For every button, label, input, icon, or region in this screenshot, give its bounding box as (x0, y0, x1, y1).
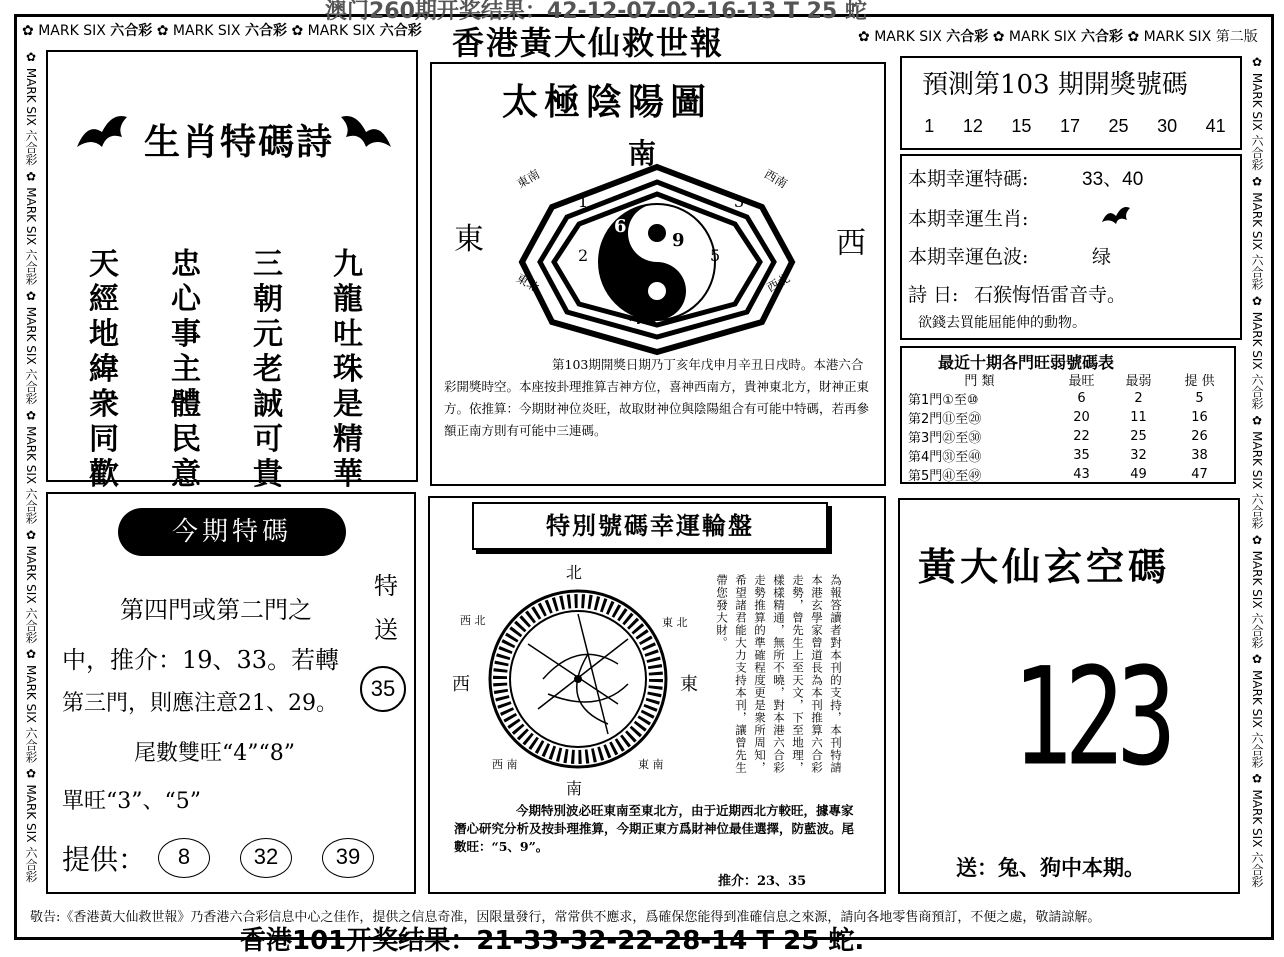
flower-icon: ✿ (156, 23, 169, 39)
gate-table-panel (900, 346, 1236, 484)
table-row: 第1門①至⑩ 6 2 5 (908, 391, 1204, 408)
lucky-special-value: 33、40 (1082, 169, 1144, 190)
wheel-bottom-text: 今期特別波必旺東南至東北方，由于近期西北方較旺，據專家潛心研究分析及按卦理推算，今期正東方爲財神位最佳選擇，防藍波。尾數旺：“5、9”。 (454, 803, 855, 854)
table-row: 第5門㊶至㊾ 43 49 47 (908, 467, 1208, 484)
mystic-gift: 送：兔、狗中本期。 (956, 855, 1145, 880)
prediction-title: 預測第103 期開獎號碼 (922, 70, 1188, 100)
lucky-wheel (468, 584, 688, 774)
brand-band-left: ✿ MARK SIX 六合彩 ✿ MARK SIX 六合彩 ✿ MARK SIX 六合彩 ✿ MARK SIX 六合彩 ✿ MARK SIX 六合彩 ✿ MARK SIX 六合彩 ✿ MARK SIX 六合彩 (24, 50, 38, 883)
poem-column-1: 天 經 地 緯 衆 同 歡 (89, 247, 119, 492)
poem-panel (46, 50, 418, 492)
flower-icon: ✿ (858, 29, 870, 45)
special-line-1: 第四門或第二門之 (120, 596, 312, 624)
table-row: 第2門⑪至⑳ 20 11 16 (908, 410, 1208, 427)
provide-number: 39 (322, 838, 374, 878)
special-line-2: 中，推介：19、33。若轉 (62, 646, 340, 674)
bagua-number: 2 (578, 246, 589, 265)
mystic-code-panel (898, 498, 1240, 894)
direction-north: 北 (628, 295, 657, 328)
prediction-number: 30 (1157, 116, 1178, 136)
table-row: 第3門㉑至㉚ 22 25 26 (908, 429, 1208, 446)
prediction-number: 17 (1059, 116, 1080, 136)
wheel-east: 東 (680, 674, 698, 695)
lucky-color-value: 绿 (1092, 246, 1112, 268)
direction-west: 西 (836, 226, 866, 261)
poem-hint: 欲錢去買能屈能伸的動物。 (918, 315, 1086, 331)
gate-table-header: 門 類 最旺 最弱 提 供 (964, 374, 1215, 389)
flower-icon: ✿ (992, 29, 1005, 45)
special-line-5: 單旺“3”、“5” (62, 789, 201, 814)
direction-south: 南 (628, 137, 657, 170)
masthead-title: 香港黃大仙救世報 (452, 24, 725, 62)
poem-title: 生肖特碼詩 (144, 121, 335, 163)
provide-label: 提供： (62, 843, 147, 876)
corner-southwest: 西南 (761, 166, 790, 191)
gate-table (906, 370, 1232, 484)
provide-number: 8 (158, 838, 210, 878)
luck-panel (900, 154, 1242, 340)
bagua-number: 5 (710, 246, 721, 265)
bagua-number: 9 (672, 230, 685, 251)
bagua-number: 1 (578, 192, 589, 211)
prediction-panel (900, 56, 1242, 150)
taiji-title: 太極陰陽圖 (502, 81, 713, 123)
bagua-number: 3 (734, 192, 745, 211)
gate-table-title: 最近十期各門旺弱號碼表 (938, 353, 1115, 372)
wheel-title: 特別號碼幸運輪盤 (472, 502, 828, 550)
poem-column-3: 三 朝 元 老 誠 可 貴 (253, 247, 283, 492)
poem-label: 詩 日: (908, 284, 959, 306)
wheel-west: 西 (452, 674, 470, 695)
bagua-number: 6 (614, 216, 627, 237)
taiji-text: 第103期開獎日期乃丁亥年戊申月辛丑日戌時。本港六合彩開獎時空。本座按卦理推算吉神方位，喜神西南方，貴神東北方，財神正東方。依推算：今期財神位炎旺，故取財神位與陰陽組合有可能中特碼，若再參額正南方則有可能中三連碼。 (444, 357, 870, 438)
special-code-pill: 今期特碼 (118, 508, 346, 556)
notice-text: 敬告:《香港黃大仙救世報》乃香港六合彩信息中心之佳作，提供之信息奇准，因限量發行，常常供不應求，爲確保您能得到准確信息之來源，請向各地零售商預訂，不便之處，敬請諒解。 (30, 910, 1101, 925)
wheel-side-text: 為報答讀者對本刊的支持，本刊特請本港玄學家曾道長為本刊推算六合彩走勢，曾先生上至天文，下至地理，樣樣精通，無所不曉，對本港六合彩走勢推算的準確程度更是衆所周知，希望諸君能大力支持本刊，讓曾先生帶您發大財。 (715, 574, 843, 774)
brand-band-right: ✿ MARK SIX 六合彩 ✿ MARK SIX 六合彩 ✿ MARK SIX 六合彩 ✿ MARK SIX 六合彩 ✿ MARK SIX 六合彩 ✿ MARK SIX 六合彩 ✿ MARK SIX 六合彩 (1250, 55, 1264, 888)
prediction-number: 25 (1108, 116, 1129, 136)
corner-northwest: 西北 (764, 270, 793, 295)
prediction-number: 15 (1011, 116, 1032, 136)
lucky-special-label: 本期幸運特碼: (908, 168, 1029, 190)
lucky-color-label: 本期幸運色波: (908, 246, 1029, 268)
flower-icon: ✿ (1127, 29, 1140, 45)
brand-band-top-left: ✿ MARK SIX 六合彩 ✿ MARK SIX 六合彩 ✿ MARK SIX 六合彩 (22, 23, 422, 39)
special-line-3: 第三門，則應注意21、29。 (62, 691, 338, 716)
corner-southeast: 東南 (514, 166, 543, 191)
poem-value: 石猴悔悟雷音寺。 (974, 284, 1127, 306)
dragon-icon (1100, 202, 1132, 228)
gift-label: 特送 (374, 572, 398, 644)
dragon-icon (72, 102, 132, 157)
provide-number: 32 (240, 838, 292, 878)
brand-band-top-right: ✿ MARK SIX 六合彩 ✿ MARK SIX 六合彩 ✿ MARK SIX 第二版 (858, 29, 1258, 45)
prediction-number: 12 (962, 116, 983, 136)
wheel-north: 北 (566, 563, 583, 582)
wheel-northeast: 東 北 (662, 616, 688, 629)
prediction-numbers (910, 116, 1240, 137)
flower-icon: ✿ (22, 23, 34, 39)
special-code-panel (46, 492, 416, 894)
direction-east: 東 (454, 222, 484, 257)
wheel-northwest: 西 北 (460, 614, 486, 627)
poem-column-2: 忠 心 事 主 體 民 意 (171, 247, 201, 492)
flower-icon: ✿ (291, 23, 304, 39)
wheel-southeast: 東 南 (638, 758, 664, 771)
dragon-icon (336, 102, 396, 157)
prediction-number: 41 (1205, 116, 1226, 136)
corner-northeast: 東北 (513, 270, 542, 295)
wheel-recommend: 推介：23、35 (718, 874, 807, 889)
mystic-code: 123 (1012, 638, 1169, 796)
bottom-result-banner: 香港101开奖结果：21-33-32-22-28-14 T 25 蛇. (240, 926, 865, 956)
gift-number-circle: 35 (360, 666, 406, 712)
lucky-zodiac-label: 本期幸運生肖: (908, 208, 1029, 230)
poem-column-4: 九 龍 吐 珠 是 精 華 (333, 247, 363, 492)
table-row: 第4門㉛至㊵ 35 32 38 (908, 448, 1208, 465)
wheel-southwest: 西 南 (492, 758, 518, 771)
top-result-banner: 澳门260期开奖结果：42-12-07-02-16-13 T 25 蛇 (325, 0, 867, 24)
taiji-panel (430, 62, 886, 486)
prediction-number: 1 (924, 116, 935, 136)
wheel-south: 南 (566, 779, 583, 798)
mystic-title: 黃大仙玄空碼 (918, 544, 1171, 589)
special-line-4: 尾數雙旺“4”“8” (134, 741, 295, 766)
wheel-panel (428, 496, 886, 894)
